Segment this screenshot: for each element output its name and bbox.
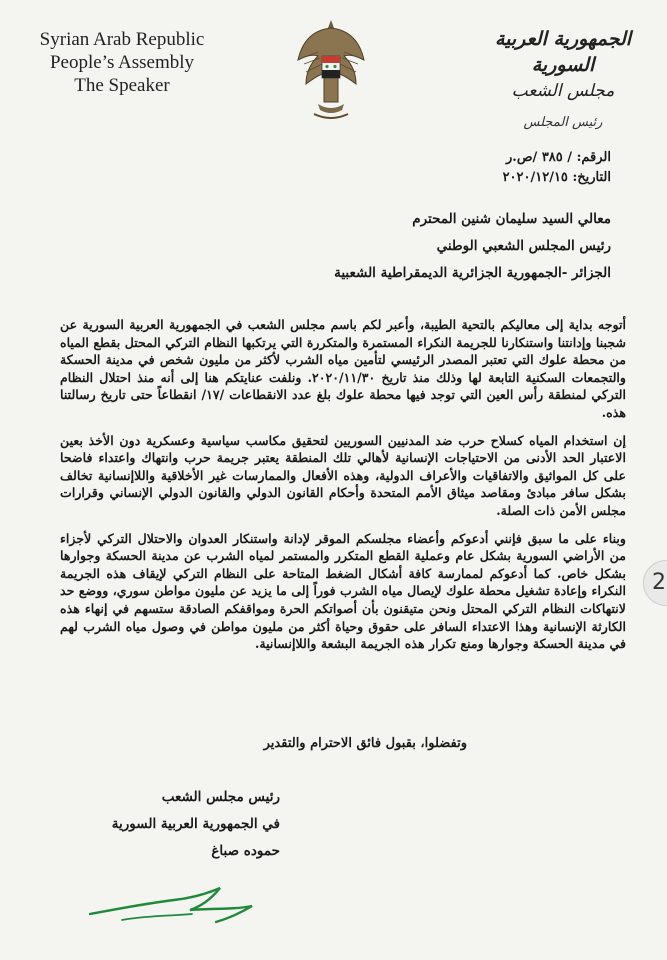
signature-name: حموده صباغ <box>211 843 280 859</box>
letterhead-arabic-country: الجمهورية العربية السورية <box>494 28 632 76</box>
addressee-title: رئيس المجلس الشعبي الوطني <box>436 238 611 254</box>
signature-subtitle: في الجمهورية العربية السورية <box>111 816 280 832</box>
letterhead-line-assembly: People’s Assembly <box>49 52 195 73</box>
body-paragraph: أتوجه بداية إلى معاليكم بالتحية الطيبة، وأعبر لكم باسم مجلس الشعب في الجمهورية العربية السورية عن شجبنا وإدانتنا واستنكارنا للجريمة النكراء المستمرة والمتكررة التي يرتكبها النظام التركي المحتل بقطع المياه من محطة علوك التي تعتبر المصدر الرئيسي لتأمين مياه الشرب لأكثر من مليون شخص في مدينة الحسكة والتجمعات السكنية التابعة لها وذلك منذ تاريخ ٢٠٢٠/١١/٣٠. ونلفت عنايتكم هنا إلى أنه منذ احتلال النظام التركي لمنطقة رأس العين التي توجد فيها محطة علوك بلغ عدد الانقطاعات /١٧/ انقطاعاً حتى تاريخ رسالتنا هذه. <box>60 317 627 420</box>
letterhead-line-speaker: The Speaker <box>74 75 170 96</box>
reference-number: الرقم: / ٣٨٥ /ص.ر <box>506 150 611 165</box>
letterhead-arabic-assembly: مجلس الشعب <box>511 81 615 101</box>
addressee-block <box>334 206 611 287</box>
letterhead-arabic-speaker: رئيس المجلس <box>523 115 603 130</box>
body-paragraph: إن استخدام المياه كسلاح حرب ضد المدنيين السوريين لتحقيق مكاسب سياسية وعسكرية دون الأخذ بعين الاعتبار الحد الأدنى من الاحتياجات الإنسانية لأهالي تلك المنطقة يعتبر جريمة حرب وانتهاك واعتداء فاضحا على كل المواثيق والاتفاقيات والأعراف الدولية، وهذه الأفعال والممارسات غير الأخلاقية واللاإنسانية تخالف بشكل سافر مبادئ ومقاصد ميثاق الأمم المتحدة وأحكام القانون الدولي والقانون الدولي الإنساني وقرارات مجلس الأمن ذات الصلة. <box>60 432 626 518</box>
signature-block <box>80 784 280 865</box>
letter-body <box>60 316 626 663</box>
reference-date: التاريخ: ٢٠٢٠/١٢/١٥ <box>502 170 611 185</box>
letterhead-arabic <box>473 26 653 136</box>
addressee-name: معالي السيد سليمان شنين المحترم <box>412 211 611 227</box>
closing-line: وتفضلوا، بقبول فائق الاحترام والتقدير <box>263 736 467 751</box>
letterhead-line-country: Syrian Arab Republic <box>39 29 205 50</box>
letterhead-english <box>22 28 222 97</box>
syrian-eagle-emblem-icon <box>292 12 370 124</box>
page-badge[interactable]: 2 <box>643 560 667 606</box>
addressee-country: الجزائر -الجمهورية الجزائرية الديمقراطية الشعبية <box>334 265 611 281</box>
handwritten-signature <box>82 880 272 930</box>
signature-title: رئيس مجلس الشعب <box>161 789 280 805</box>
body-paragraph: وبناء على ما سبق فإنني أدعوكم وأعضاء مجلسكم الموقر لإدانة واستنكار العدوان والاحتلال التركي لأجزاء من الأراضي السورية بشكل عام وعملية القطع المتكرر والمستمر لمياه الشرب عن مدينة الحسكة وجوارها بشكل خاص. كما أدعوكم لممارسة كافة أشكال الضغط المتاحة على النظام التركي لإيقاف هذه الجريمة النكراء وإعادة تشغيل محطة علوك لإيصال مياه الشرب فوراً إلى ما يزيد عن مليون مواطن سوري، ووضع حد لانتهاكات النظام التركي المحتل ونحن متيقنون بأن أصواتكم الحرة ومواقفكم الصادقة ستسهم في إنهاء هذه الكارثة الإنسانية وهذا الاعتداء السافر على حقوق وحياة أكثر من مليون مواطن في وصول مياه الشرب لهم في مدينة الحسكة وجوارها ومنع تكرار هذه الجريمة البشعة واللاإنسانية. <box>60 530 626 652</box>
reference-block <box>503 148 611 188</box>
